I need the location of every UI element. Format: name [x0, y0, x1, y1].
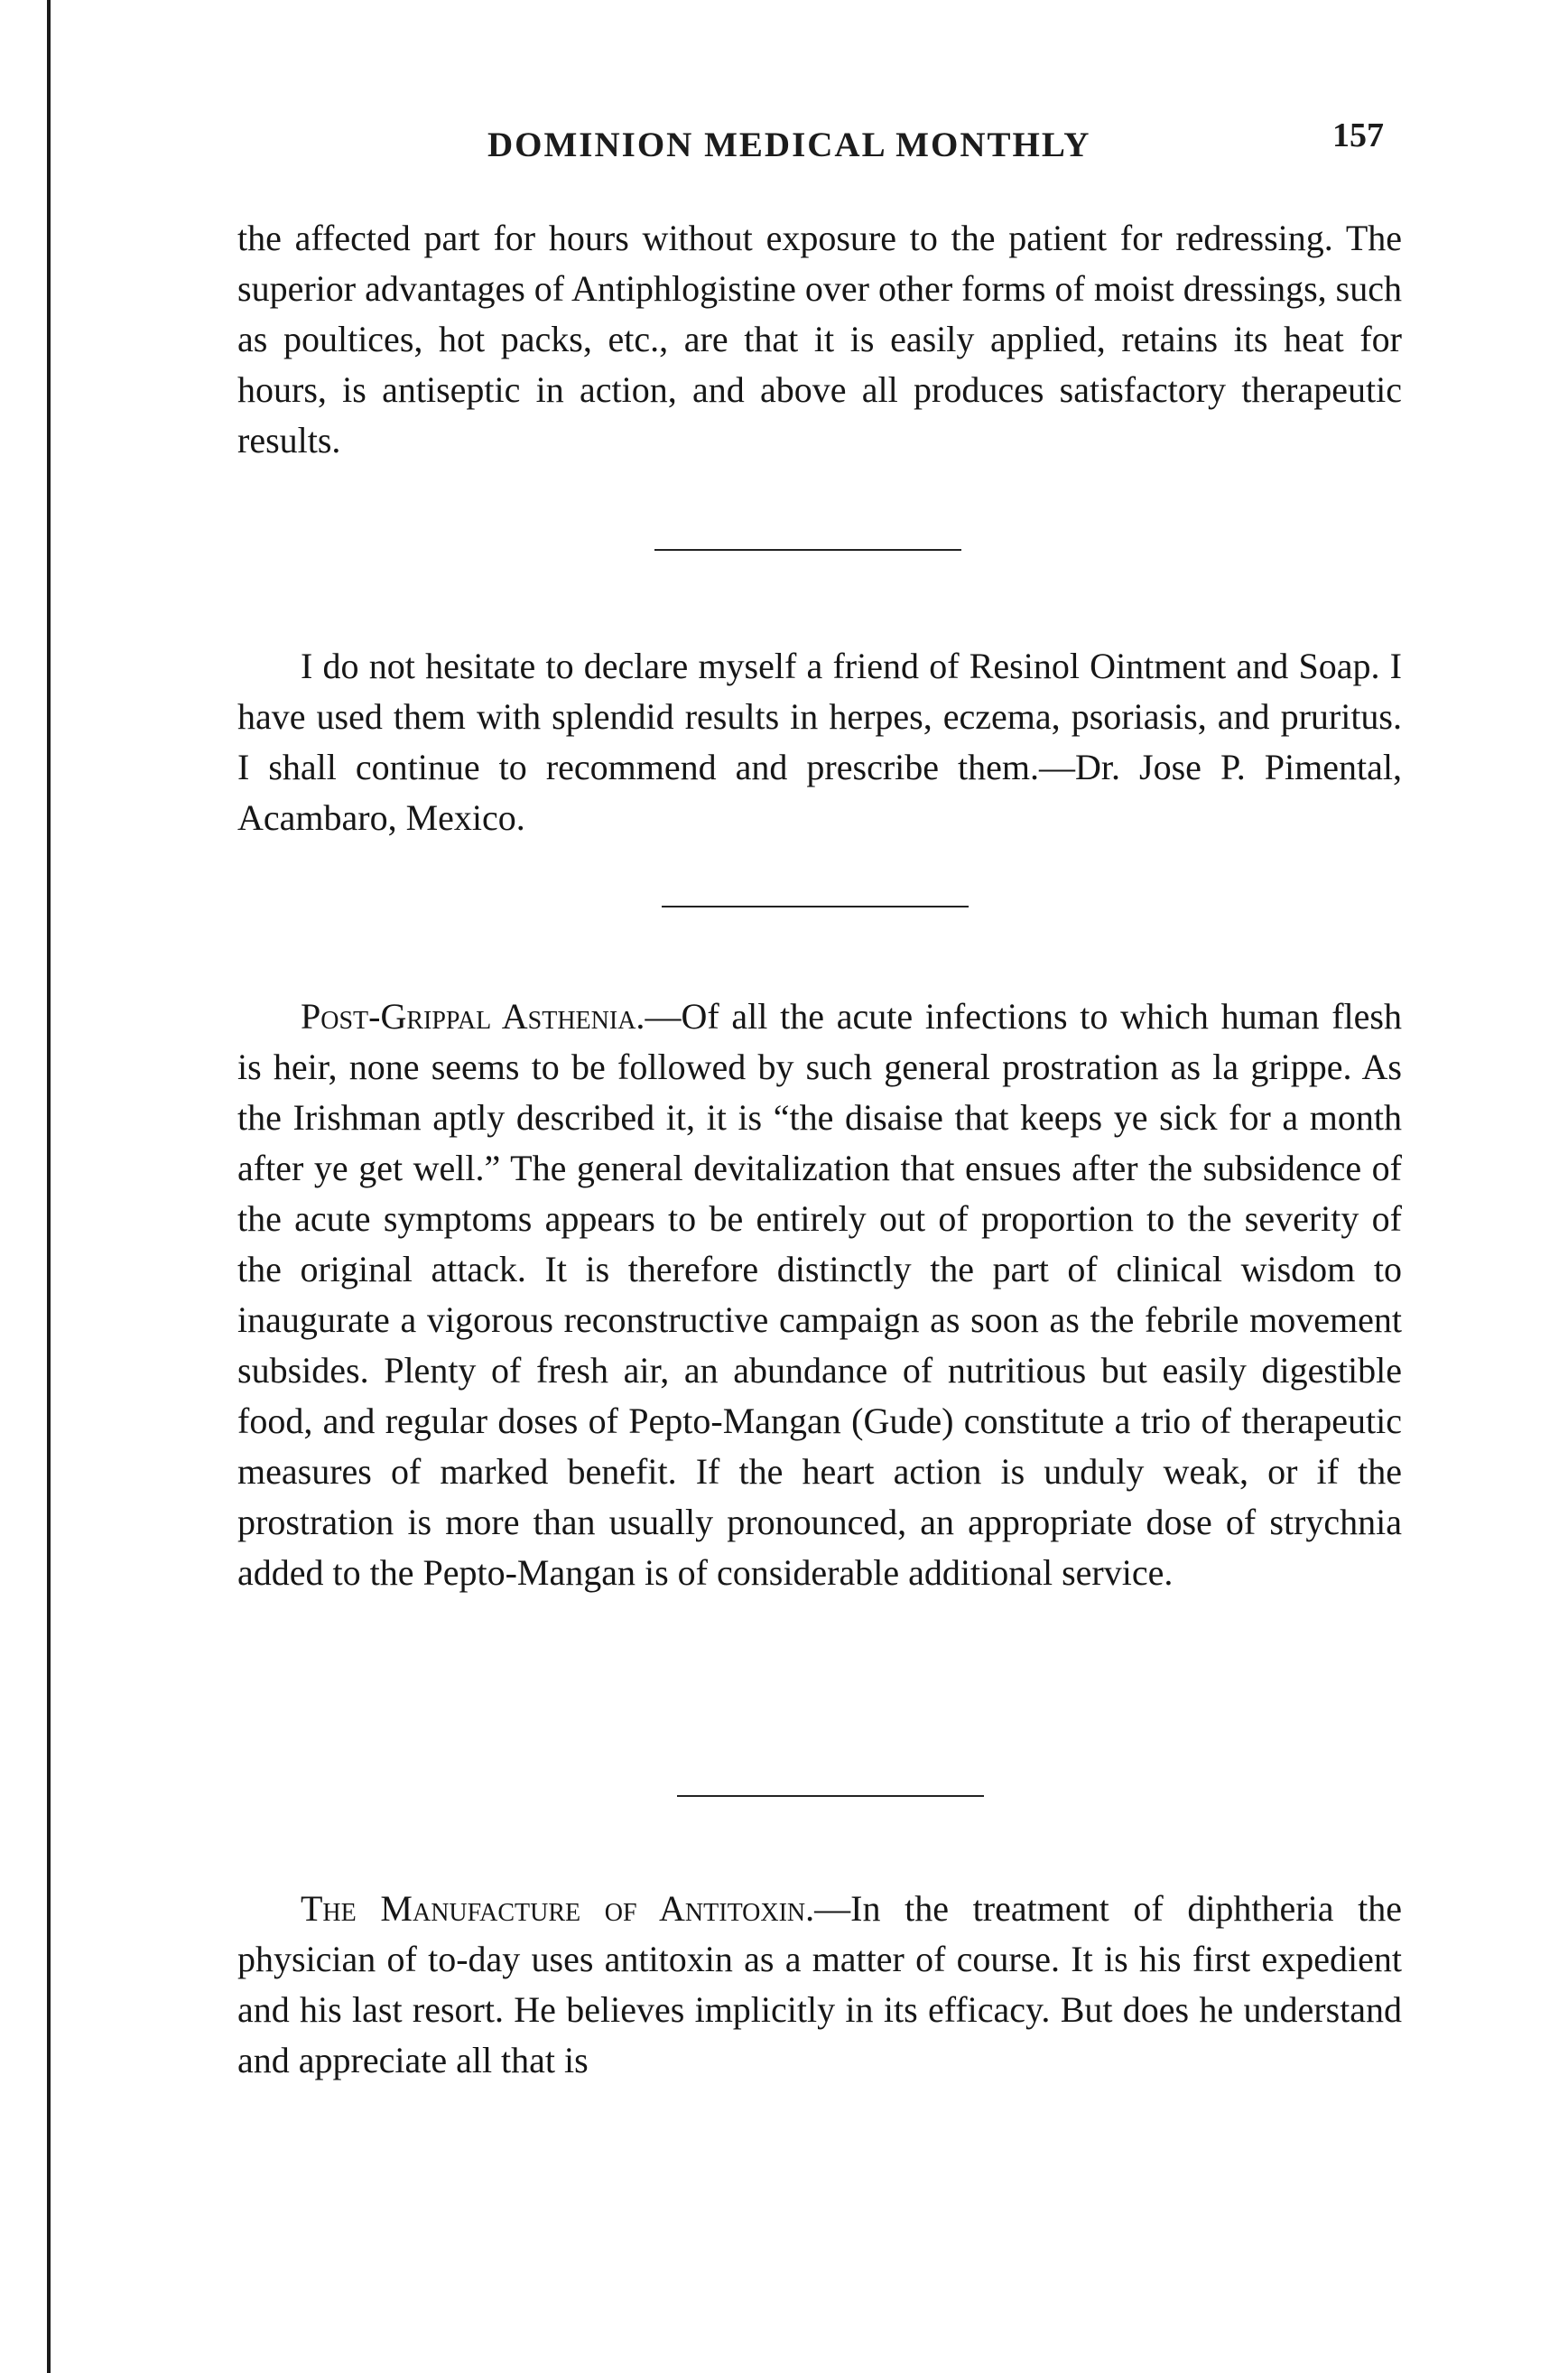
- section-heading: Post-Grippal Asthenia.: [301, 996, 645, 1037]
- paragraph-text: [237, 991, 1402, 1598]
- page-number: 157: [1332, 116, 1384, 154]
- section-body: —In the treatment of diphtheria the physician of to-day uses antitoxin as a matter of course. It is his first expedient and his last resort. He believes implicitly in its efficacy. But does he understand and appreciate all that is: [237, 1888, 1403, 2080]
- section-divider: [662, 906, 969, 907]
- paragraph-text: [237, 1884, 1402, 2086]
- running-head: DOMINION MEDICAL MONTHLY: [487, 126, 1091, 164]
- antitoxin-section: [237, 1884, 1402, 2086]
- resinol-paragraph: [237, 641, 1402, 843]
- paragraph-text: the affected part for hours without exposure to the patient for redressing. The superior advantages of Antiphlogistine over other forms of moist dressings, such as poultices, hot packs, etc., are that it is easily applied, retains its heat for hours, is antiseptic in action, and above all produces satisfactory therapeutic results.: [237, 218, 1402, 461]
- section-divider: [654, 549, 961, 551]
- section-divider: [677, 1795, 984, 1797]
- paragraph-text: I do not hesitate to declare myself a friend of Resinol Ointment and Soap. I have used them with splendid results in herpes, eczema, psoriasis, and pruritus. I shall continue to recommend and prescribe them.—Dr. Jose P. Pimental, Acambaro, Mexico.: [237, 646, 1402, 838]
- page-edge-rule: [47, 0, 51, 2373]
- section-body: —Of all the acute infections to which human flesh is heir, none seems to be followed by such general prostration as la grippe. As the Irishman aptly described it, it is “the disaise that keeps ye sick for a month after ye get well.” The general devitalization that ensues after the subsidence of the acute symptoms appears to be entirely out of proportion to the severity of the original attack. It is therefore distinctly the part of clinical wisdom to inaugurate a vigorous reconstructive campaign as soon as the febrile movement subsides. Plenty of fresh air, an abundance of nutritious but easily digestible food, and regular doses of Pepto-Mangan (Gude) constitute a trio of therapeutic measures of marked benefit. If the heart action is unduly weak, or if the prostration is more than usually pronounced, an appropriate dose of strychnia added to the Pepto-Mangan is of considerable additional service.: [237, 996, 1402, 1593]
- post-grippal-section: [237, 991, 1402, 1598]
- antiphlogistine-paragraph: [237, 213, 1402, 466]
- section-heading: The Manufacture of Antitoxin.: [301, 1888, 815, 1929]
